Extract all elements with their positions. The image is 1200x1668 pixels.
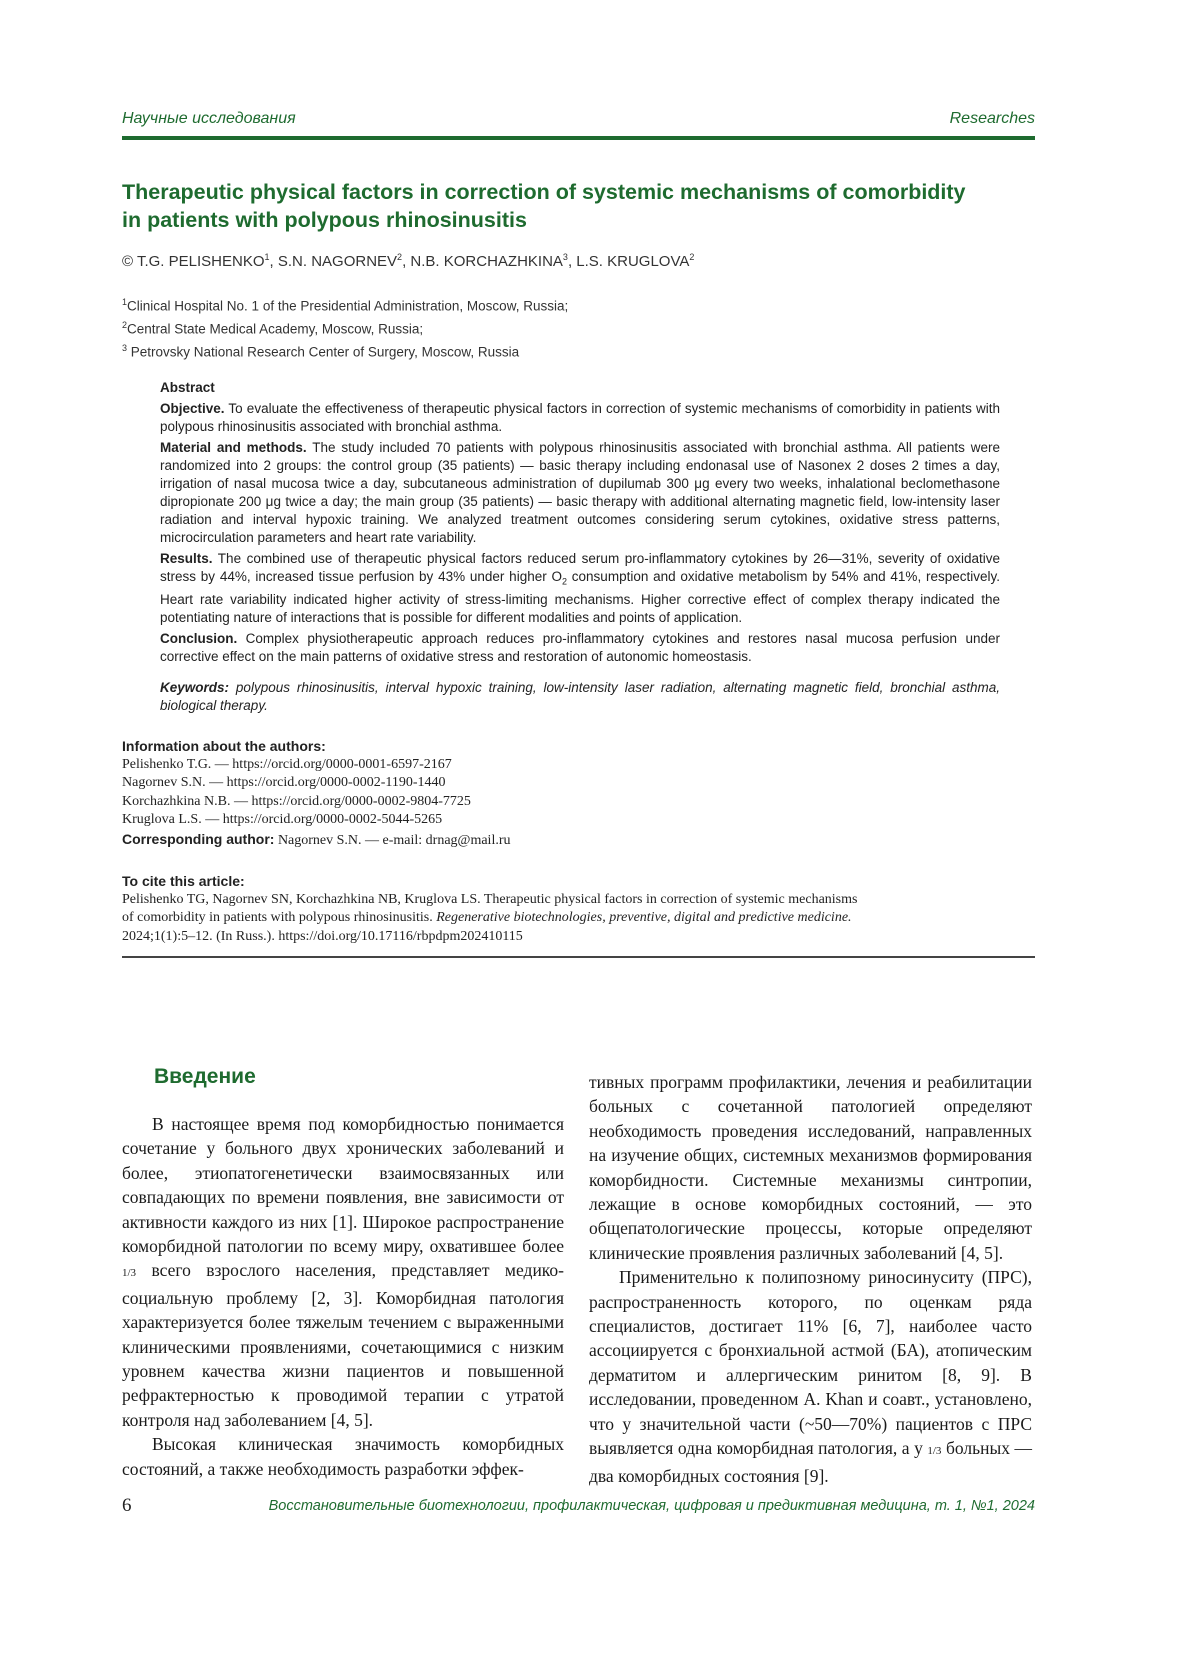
abstract-results: [160, 550, 1000, 627]
affil-text: Petrovsky National Research Center of Surgery, Moscow, Russia: [127, 344, 520, 360]
cite-heading: To cite this article:: [122, 873, 245, 889]
affil-sup: 1: [122, 297, 128, 307]
author-2-sup: 2: [397, 252, 403, 262]
author-4: , L.S. KRUGLOVA: [567, 253, 690, 270]
orcid-line[interactable]: Korchazhkina N.B. — https://orcid.org/0000-0002-9804-7725: [122, 793, 471, 809]
author-1: © T.G. PELISHENKO: [122, 253, 265, 270]
orcid-line[interactable]: Nagornev S.N. — https://orcid.org/0000-0002-1190-1440: [122, 775, 446, 790]
methods-label: Material and methods.: [160, 440, 307, 455]
intro-paragraph-3: тивных программ профилактики, лечения и реабилитации больных с сочетанной патологией определяют необходимость проведения исследований, направленных на изучение общих, системных механизмов формирования коморбидности. Системные механизмы синтропии, лежащие в основе коморбидных состояний, — это общепатологические процессы, которые определяют клинические проявления различных заболеваний [4, 5].: [589, 1072, 1032, 1263]
header-rule: [122, 136, 1035, 140]
cite-line-1: Pelishenko TG, Nagornev SN, Korchazhkina NB, Kruglova LS. Therapeutic physical factors in correction of systemic mechanisms: [122, 891, 858, 907]
abstract-heading: Abstract: [160, 380, 215, 395]
author-1-sup: 1: [264, 252, 270, 262]
author-4-sup: 2: [689, 252, 695, 262]
abstract-keywords: [160, 679, 1000, 715]
authors-info: [122, 737, 511, 850]
abstract-methods: [160, 439, 1000, 547]
para-text: Применительно к полипозному риносинуситу (ПРС), распространенность которого, по оценкам ряда специалистов, достигает 11% [6, 7], наиболее часто ассоциируется с бронхиальной астмой (БА), атопическим дерматитом и аллергическим ринитом [8, 9]. В исследовании, проведенном A. Khan и соавт., установлено, что у значительной части (~50—70%) пациентов с ПРС выявляется одна коморбидная патология, а у: [589, 1267, 1032, 1459]
methods-text: The study included 70 patients with polypous rhinosinusitis associated with bronchial asthma. All patients were randomized into 2 groups: the control group (35 patients) — basic therapy including endonasal use of Nasonex 2 doses 2 times a day, irrigation of nasal mucosa twice a day, subcutaneous administration of dupilumab 300 μg every two weeks, inhalational beclomethasone dipropionate 200 μg twice a day; the main group (35 patients) — basic therapy with additional alternating magnetic field, low-intensity laser radiation and interval hypoxic training. We analyzed treatment outcomes considering serum cytokines, oxidative stress patterns, microcirculation parameters and heart rate variability.: [160, 440, 1001, 545]
objective-text: To evaluate the effectiveness of therapeutic physical factors in correction of systemic mechanisms of comorbidity in patients with polypous rhinosinusitis associated with bronchial asthma.: [160, 401, 1000, 434]
intro-paragraph-1: [122, 1112, 564, 1432]
citation: [122, 872, 1002, 946]
article-title: [122, 178, 1022, 234]
cite-line-3[interactable]: 2024;1(1):5–12. (In Russ.). https://doi.org/10.17116/rbpdpm202410115: [122, 928, 523, 944]
keywords-label: Keywords:: [160, 679, 230, 695]
para-text: В настоящее время под коморбидностью понимается сочетание у больного двух хронических заболеваний и более, этиопатогенетически взаимосвязанных или совпадающих по времени появления, вне зависимости от активности каждого из них [1]. Широкое распространение коморбидной патологии по всему миру, охватившее более: [122, 1114, 564, 1257]
conclusion-label: Conclusion.: [160, 630, 238, 646]
title-line-1: Therapeutic physical factors in correction of systemic mechanisms of comorbidity: [122, 180, 966, 204]
abstract: [160, 379, 1000, 718]
corresponding-text[interactable]: Nagornev S.N. — e-mail: drnag@mail.ru: [274, 832, 511, 848]
keywords-text: polypous rhinosinusitis, interval hypoxic training, low-intensity laser radiation, alternating magnetic field, bronchial asthma, biological therapy.: [160, 679, 1000, 713]
author-2: , S.N. NAGORNEV: [269, 253, 398, 270]
affiliation-3: [122, 339, 568, 362]
title-line-2: in patients with polypous rhinosinusitis: [122, 208, 527, 232]
affil-text: Clinical Hospital No. 1 of the Presidential Administration, Moscow, Russia;: [127, 298, 569, 314]
right-column: [589, 1070, 1032, 1488]
results-text-a: The combined use of therapeutic physical factors reduced serum pro-inflammatory cytokines by 26—31%, severity of oxidative stress by 44%, increased tissue perfusion by 43% under higher O: [160, 551, 1000, 584]
authors-line: [122, 252, 694, 270]
fraction: 1/3: [927, 1445, 942, 1458]
results-sub: 2: [562, 576, 568, 587]
fraction: 1/3: [122, 1267, 137, 1280]
cite-line-2: [122, 909, 1002, 928]
section-label-en: Researches: [949, 110, 1035, 127]
objective-label: Objective.: [160, 401, 225, 416]
conclusion-text: Complex physiotherapeutic approach reduces pro-inflammatory cytokines and restores nasal mucosa perfusion under corrective effect on the main patterns of oxidative stress and restoration of autonomic homeostasis.: [160, 630, 1000, 664]
orcid-line[interactable]: Kruglova L.S. — https://orcid.org/0000-0002-5044-5265: [122, 812, 443, 827]
results-label: Results.: [160, 551, 213, 566]
affiliation-1: [122, 293, 568, 316]
affiliations: [122, 293, 568, 362]
section-label: Научные исследования: [122, 110, 296, 127]
section-heading: Введение: [154, 1065, 256, 1088]
cite-journal: Regenerative biotechnologies, preventive, digital and predictive medicine.: [436, 910, 852, 925]
orcid-line[interactable]: Pelishenko T.G. — https://orcid.org/0000-0001-6597-2167: [122, 756, 452, 772]
corresponding-author: [122, 830, 511, 851]
affil-sup: 3: [122, 343, 128, 353]
journal-footer: Восстановительные биотехнологии, профилактическая, цифровая и предиктивная медицина, т. 1, №1, 2024: [268, 1498, 1035, 1514]
page-number: 6: [122, 1495, 132, 1516]
info-heading: Information about the authors:: [122, 738, 326, 754]
citation-rule: [122, 956, 1035, 958]
affil-sup: 2: [122, 320, 128, 330]
intro-paragraph-2: Высокая клиническая значимость коморбидных состояний, а также необходимость разработки эффек-: [122, 1434, 564, 1479]
affiliation-2: [122, 316, 568, 339]
author-3-sup: 3: [562, 252, 568, 262]
results-text-b: consumption and oxidative metabolism by 54% and 41%, respectively. Heart rate variability indicated higher activity of stress-limiting mechanisms. Higher corrective effect of complex therapy indicated the potentiating nature of interactions that is possible for different modalities and points of application.: [160, 569, 1000, 625]
abstract-conclusion: [160, 630, 1000, 666]
author-3: , N.B. KORCHAZHKINA: [402, 253, 563, 270]
corresponding-label: Corresponding author:: [122, 830, 275, 847]
intro-paragraph-4: [589, 1265, 1032, 1488]
para-text: всего взрослого населения, представляет медико-социальную проблему [2, 3]. Коморбидная патология характеризуется более тяжелым течением с выраженными клиническими проявлениями, сочетающимися с низким уровнем качества жизни пациентов и повышенной рефрактерностью к проводимой терапии с утратой контроля над заболеванием [4, 5].: [122, 1260, 564, 1430]
cite-text: of comorbidity in patients with polypous rhinosinusitis.: [122, 910, 437, 925]
abstract-objective: [160, 400, 1000, 436]
affil-text: Central State Medical Academy, Moscow, Russia;: [127, 321, 424, 337]
para-text: больных — два коморбидных состояния [9].: [589, 1438, 1032, 1486]
left-column: [122, 1112, 564, 1481]
